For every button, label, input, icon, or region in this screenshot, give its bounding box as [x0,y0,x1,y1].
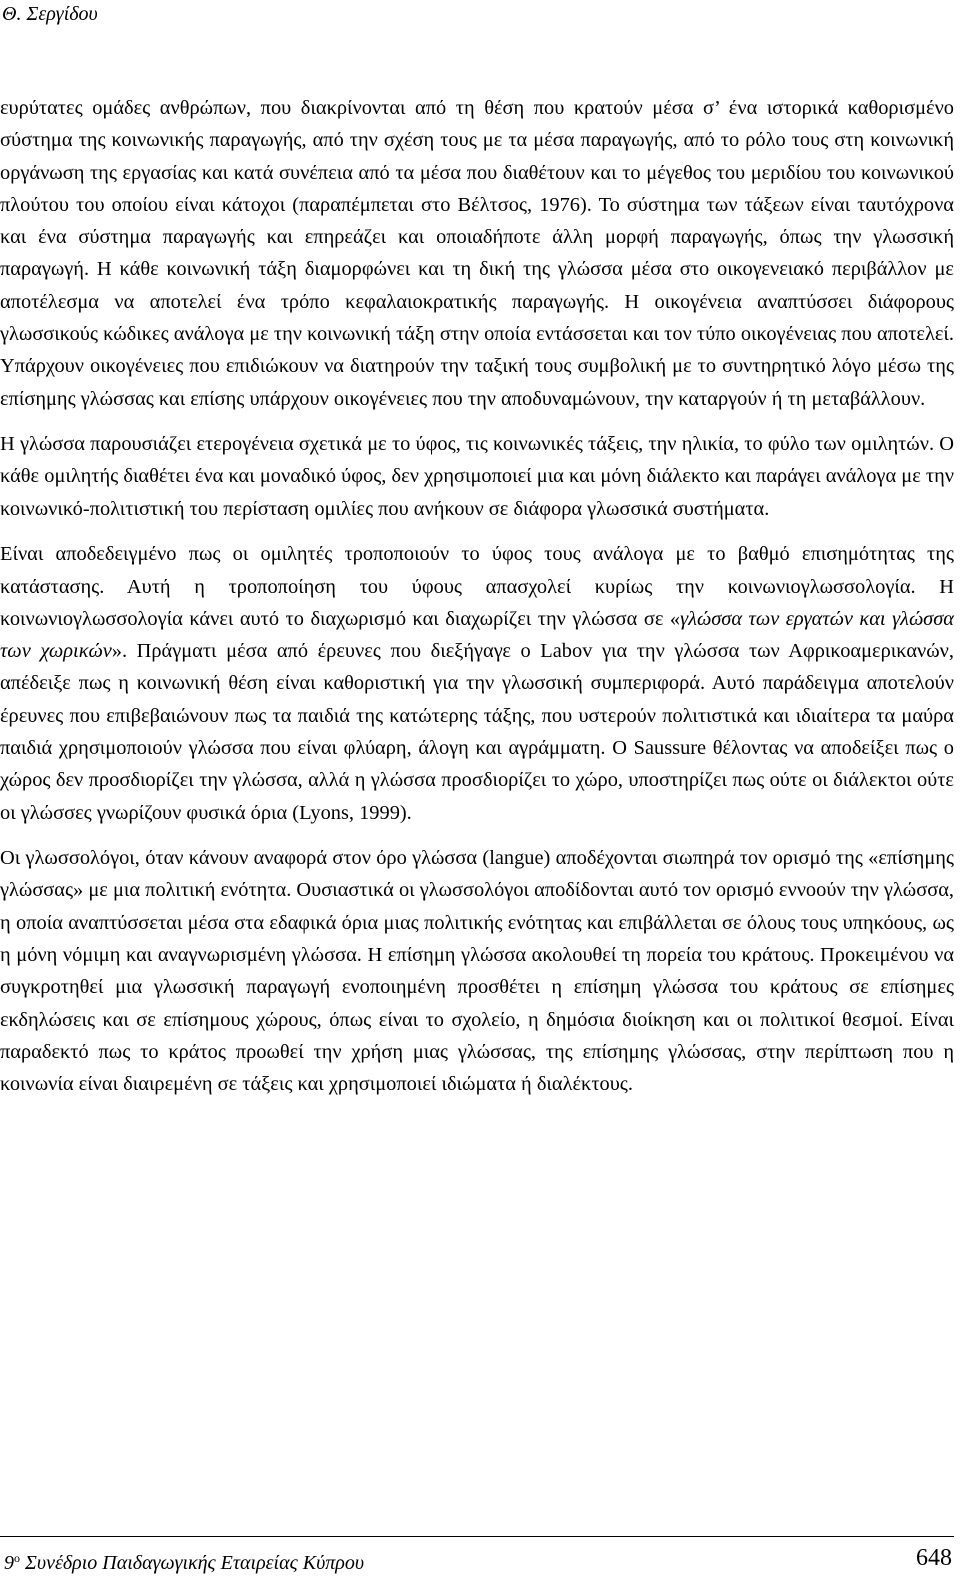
paragraph [0,428,954,525]
conference-ordinal-suffix: ο [14,1551,20,1565]
italic-quote: γλώσσα των εργατών και γλώσσα των χωρικών [0,607,954,663]
paragraph [0,92,954,415]
text-run: Η γλώσσα παρουσιάζει ετερογένεια σχετικά με το ύφος, τις κοινωνικές τάξεις, την ηλικία, το φύλο των ομιλητών. Ο κάθε ομιλητής διαθέτει ένα και μοναδικό ύφος, δεν χρησιμοποιεί μια και μόνη διάλεκτο και παράγει ανάλογα με την κοινωνικό-πολιτιστική του περίσταση ομιλίες που ανήκουν σε διάφορα γλωσσικά συστήματα. [0,433,954,520]
body-text [0,92,954,1114]
paragraph [0,538,954,829]
text-run: ευρύτατες ομάδες ανθρώπων, που διακρίνονται από τη θέση που κρατούν μέσα σ’ ένα ιστορικά καθορισμένο σύστημα της κοινωνικής παραγωγής, από την σχέση τους με τα μέσα παραγωγής, από το ρόλο τους στη κοινωνική οργάνωση της εργασίας και κατά συνέπεια από τα μέσα που διαθέτουν και το μέγεθος του μεριδίου του κοινωνικού πλούτου του οποίου είναι κάτοχοι (παραπέμπεται στο Βέλτσος, 1976). Το σύστημα των τάξεων είναι ταυτόχρονα και ένα σύστημα παραγωγής και επηρεάζει και οποιαδήποτε άλλη μορφή παραγωγής, όπως την γλωσσική παραγωγή. Η κάθε κοινωνική τάξη διαμορφώνει και τη δική της γλώσσα μέσα στο οικογενειακό περιβάλλον με αποτέλεσμα να αποτελεί ένα τρόπο κεφαλαιοκρατικής παραγωγής. Η οικογένεια αναπτύσσει διάφορους γλωσσικούς κώδικες ανάλογα με την κοινωνική τάξη στην οποία εντάσσεται και τον τύπο οικογένειας που αποτελεί. Υπάρχουν οικογένειες που επιδιώκουν να διατηρούν την ταξική τους συμβολική με το συντηρητικό λόγο μέσω της επίσημης γλώσσας και επίσης υπάρχουν οικογένειες που την αποδυναμώνουν, την καταργούν ή τη μεταβάλλουν. [0,97,954,410]
running-head: Θ. Σεργίδου [2,3,98,25]
paragraph [0,842,954,1100]
page-footer [0,1542,954,1572]
page-number: 648 [916,1545,952,1571]
text-run: Οι γλωσσολόγοι, όταν κάνουν αναφορά στον όρο γλώσσα (langue) αποδέχονται σιωπηρά τον ορισμό της «επίσημης γλώσσας» με μια πολιτική ενότητα. Ουσιαστικά οι γλωσσολόγοι αποδίδονται αυτό τον ορισμό εννοούν την γλώσσα, η οποία αναπτύσσεται μέσα στα εδαφικά όρια μιας πολιτικής ενότητας και επιβάλλεται σε όλους τους υπηκόους, ως η μόνη νόμιμη και αναγνωρισμένη γλώσσα. Η επίσημη γλώσσα ακολουθεί τη πορεία του κράτους. Προκειμένου να συγκροτηθεί μια γλωσσική παραγωγή ενοποιημένη προσθέτει η επίσημη γλώσσα του κράτους σε επίσημες εκδηλώσεις και σε επίσημους χώρους, όπως είναι το σχολείο, η δημόσια διοίκηση και οι πολιτικοί θεσμοί. Είναι παραδεκτό πως το κράτος προωθεί την χρήση μιας γλώσσας, της επίσημης γλώσσας, στην περίπτωση που η κοινωνία είναι διαιρεμένη σε τάξεις και χρησιμοποιεί ιδιώματα ή διαλέκτους. [0,847,954,1096]
footer-divider [0,1536,954,1537]
conference-title: Συνέδριο Παιδαγωγικής Εταιρείας Κύπρου [25,1552,365,1574]
text-run: ». Πράγματι μέσα από έρευνες που διεξήγαγε ο Labov για την γλώσσα των Αφρικοαμερικανών, απέδειξε πως η κοινωνική θέση είναι καθοριστική για την γλωσσική συμπεριφορά. Αυτό παράδειγμα αποτελούν έρευνες που επιβεβαιώνουν πως τα παιδιά της κατώτερης τάξης, που υστερούν πολιτιστικά και ιδιαίτερα τα μαύρα παιδιά χρησιμοποιούν γλώσσα που είναι φλύαρη, άλογη και αγράμματη. Ο Saussure θέλοντας να αποδείξει πως ο χώρος δεν προσδιορίζει την γλώσσα, αλλά η γλώσσα προσδιορίζει το χώρο, υποστηρίζει πως ούτε οι διάλεκτοι ούτε οι γλώσσες γνωρίζουν φυσικά όρια (Lyons, 1999). [0,640,954,824]
conference-name [4,1546,364,1575]
text-run: Είναι αποδεδειγμένο πως οι ομιλητές τροποποιούν το ύφος τους ανάλογα με το βαθμό επισημότητας της κατάστασης. Αυτή η τροποποίηση του ύφους απασχολεί κυρίως την κοινωνιογλωσσολογία. Η κοινωνιογλωσσολογία κάνει αυτό το διαχωρισμό και διαχωρίζει την γλώσσα σε « [0,543,954,630]
conference-ordinal: 9 [4,1552,14,1574]
